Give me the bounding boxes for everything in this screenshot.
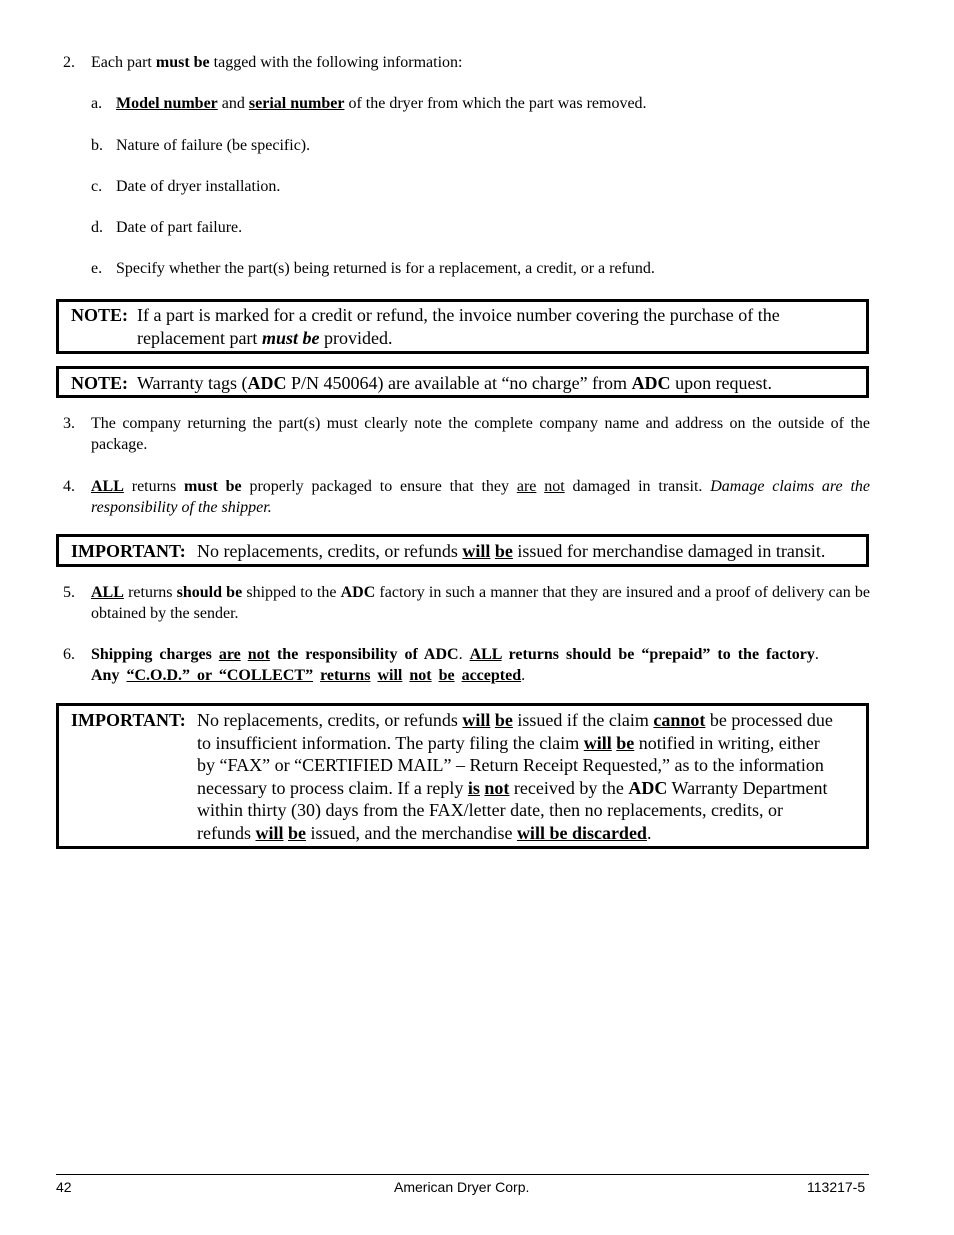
note-box-warranty-tags: [56, 366, 869, 398]
subitem-e-letter: e.: [91, 260, 103, 277]
item-3-text: The company returning the part(s) must clearly note the complete company name and address on the outside of the package.: [91, 415, 870, 453]
important-label: IMPORTANT:: [71, 710, 186, 730]
important-transit-text: No replacements, credits, or refunds will be issued for merchandise damaged in transit.: [197, 541, 826, 561]
subitem-c-text: Date of dryer installation.: [116, 178, 281, 195]
footer-doc-number: 113217-5: [807, 1179, 866, 1195]
item-4-number: 4.: [63, 478, 75, 495]
subitem-d-letter: d.: [91, 219, 103, 236]
note-label: NOTE:: [71, 373, 129, 393]
note-line-2: replacement part must be provided.: [137, 328, 393, 348]
footer-rule: [56, 1174, 869, 1175]
subitem-d-text: Date of part failure.: [116, 219, 243, 236]
important-label: IMPORTANT:: [71, 541, 186, 561]
important-line-4: necessary to process claim. If a reply is not received by the ADC Warranty Department: [197, 778, 828, 798]
note-label: NOTE:: [71, 305, 129, 325]
footer-page-number: 42: [56, 1179, 72, 1195]
important-line-3: by “FAX” or “CERTIFIED MAIL” – Return Receipt Requested,” as to the information: [197, 755, 824, 775]
note-box-credit-refund: [56, 299, 869, 354]
important-line-6: refunds will be issued, and the merchandise will be discarded.: [197, 823, 652, 843]
item-6-number: 6.: [63, 646, 75, 663]
note-line-1: If a part is marked for a credit or refund, the invoice number covering the purchase of the: [137, 305, 780, 325]
item-5-number: 5.: [63, 584, 75, 601]
item-6-line-1: Shipping charges are not the responsibility of ADC. ALL returns should be “prepaid” to the factory.: [91, 646, 819, 663]
subitem-c-letter: c.: [91, 178, 103, 195]
subitem-e-text: Specify whether the part(s) being returned is for a replacement, a credit, or a refund.: [116, 260, 655, 277]
note-warranty-text: Warranty tags (ADC P/N 450064) are available at “no charge” from ADC upon request.: [137, 373, 773, 393]
important-line-1: No replacements, credits, or refunds will be issued if the claim cannot be processed due: [197, 710, 833, 730]
important-line-2: to insufficient information. The party filing the claim will be notified in writing, either: [197, 733, 820, 753]
important-box-insufficient-info: [56, 703, 869, 849]
important-box-transit: [56, 534, 869, 567]
item-6-line-2: Any “C.O.D.” or “COLLECT” returns will not be accepted.: [91, 667, 526, 684]
subitem-b-letter: b.: [91, 137, 103, 154]
footer-company: American Dryer Corp.: [394, 1179, 530, 1195]
item-3-number: 3.: [63, 415, 75, 432]
item-4-text: ALL returns must be properly packaged to ensure that they are not damaged in transit. Damage claims are the responsibility of the shipper.: [91, 478, 871, 516]
item-2-number: 2.: [63, 54, 75, 71]
item-2-text: Each part must be tagged with the following information:: [91, 54, 463, 71]
subitem-a-text: Model number and serial number of the dryer from which the part was removed.: [116, 95, 647, 112]
item-5-text: ALL returns should be shipped to the ADC factory in such a manner that they are insured and a proof of delivery can be obtained by the sender.: [91, 584, 870, 622]
subitem-a-letter: a.: [91, 95, 103, 112]
important-line-5: within thirty (30) days from the FAX/letter date, then no replacements, credits, or: [197, 800, 784, 820]
subitem-b-text: Nature of failure (be specific).: [116, 137, 311, 154]
